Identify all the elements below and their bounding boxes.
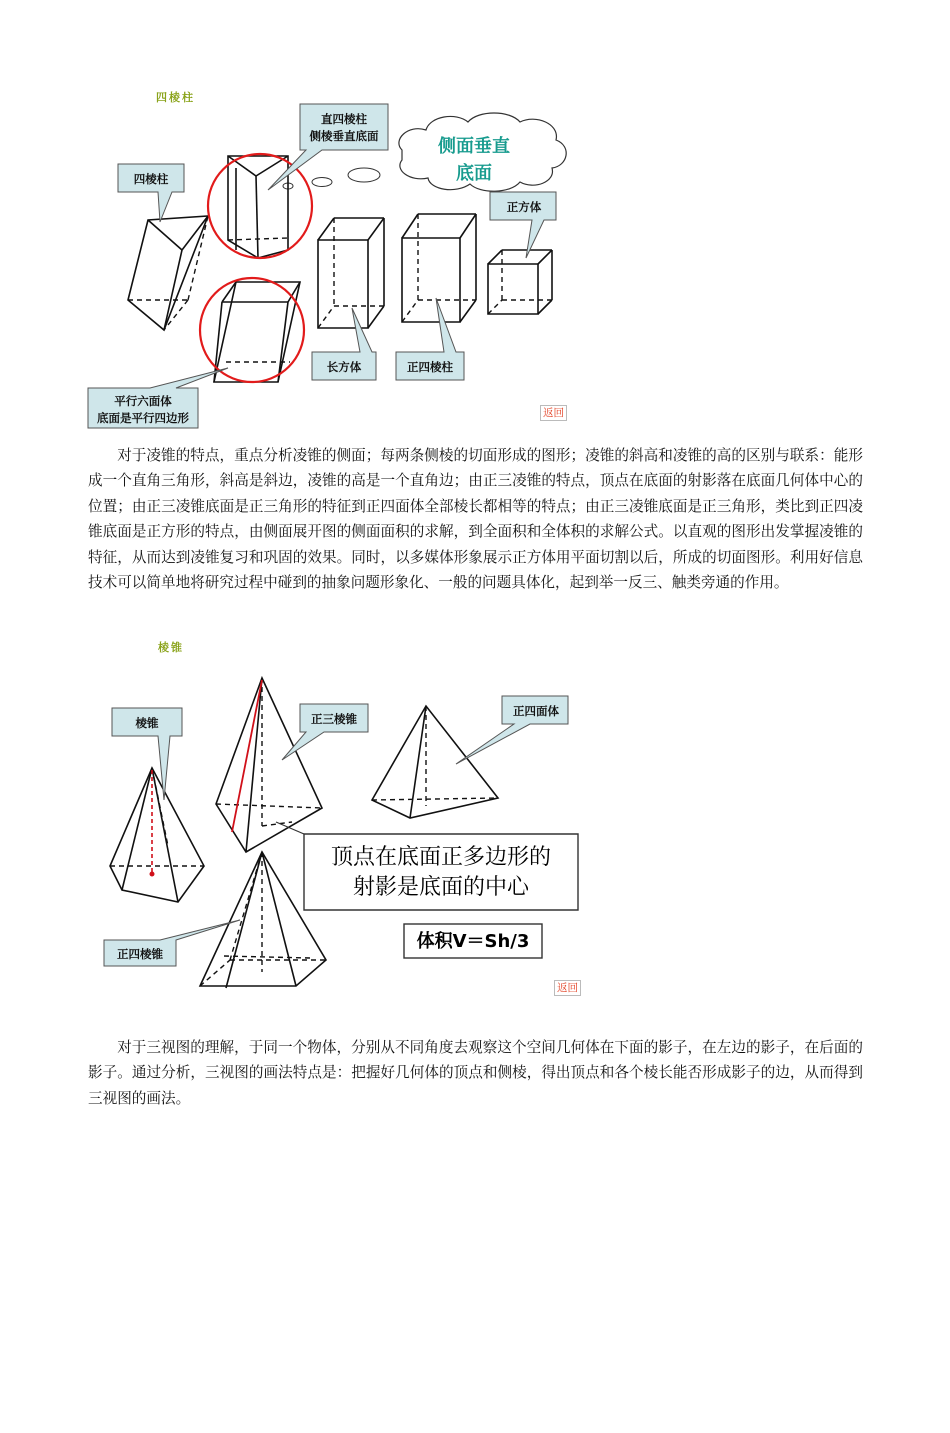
parallelepiped-shape xyxy=(200,278,304,382)
cloud-text-line1: 侧面垂直 xyxy=(438,136,510,157)
callout-prism xyxy=(118,164,184,222)
svg-text:长方体: 长方体 xyxy=(326,360,362,374)
svg-text:侧棱垂直底面: 侧棱垂直底面 xyxy=(309,129,379,143)
svg-text:正三棱锥: 正三棱锥 xyxy=(311,712,357,726)
callout-regular-prism xyxy=(396,298,464,380)
svg-text:底面是平行四边形: 底面是平行四边形 xyxy=(97,411,189,425)
paragraph-pyramid-analysis: 对于凌锥的特点，重点分析凌锥的侧面；每两条侧棱的切面形成的图形；凌锥的斜高和凌锥的高的区别与联系：能形成一个直角三角形，斜高是斜边，凌锥的高是一个直角边；由正三凌锥的特点，顶点在底面的射影落在底面几何体中心的位置；由正三凌锥底面是正三角形的特征到正四面体全部棱长都相等的特点；由正三凌锥底面是正三角形，类比到正四凌锥底面是正方形的特点，由侧面展开图的侧面面积的求解，到全面积和全体积的求解公式。以直观的图形出发掌握凌锥的特征，从而达到凌锥复习和巩固的效果。同时，以多媒体形象展示正方体用平面切割以后，所成的切面图形。利用好信息技术可以简单地将研究过程中碰到的抽象问题形象化、一般的问题具体化，起到举一反三、触类旁通的作用。 xyxy=(88,447,863,592)
cloud-text-line2: 底面 xyxy=(456,163,492,184)
paragraph-three-views: 对于三视图的理解，于同一个物体，分别从不同角度去观察这个空间几何体在下面的影子，在左边的影子，在后面的影子。通过分析，三视图的画法特点是：把握好几何体的顶点和侧棱，得出顶点和各个棱长能否形成影子的边，从而得到三视图的画法。 xyxy=(88,1039,863,1107)
cuboid-shape xyxy=(318,218,384,328)
volume-formula xyxy=(404,924,542,958)
tetrahedron-shape xyxy=(372,706,498,818)
svg-text:正方体: 正方体 xyxy=(506,200,542,214)
callout-parallelepiped xyxy=(88,368,228,428)
cube-shape xyxy=(488,250,552,314)
pyramid-shape xyxy=(110,768,204,902)
red-circle-top xyxy=(208,154,312,258)
svg-text:直四棱柱: 直四棱柱 xyxy=(321,112,367,126)
callout-cuboid xyxy=(312,308,376,380)
pyramid-diagram xyxy=(0,650,950,1000)
svg-text:正四面体: 正四面体 xyxy=(513,704,559,718)
right-prism-shape xyxy=(208,154,312,258)
red-circle-bottom xyxy=(200,278,304,382)
figure2-title: 棱锥 xyxy=(158,641,184,654)
svg-text:正四棱锥: 正四棱锥 xyxy=(117,947,163,961)
callout-tetrahedron xyxy=(456,696,568,764)
oblique-prism-shape xyxy=(128,216,208,330)
svg-text:四棱柱: 四棱柱 xyxy=(133,172,169,186)
svg-text:顶点在底面正多边形的: 顶点在底面正多边形的 xyxy=(330,845,552,870)
callout-regular-tri-pyramid xyxy=(282,704,368,760)
prism-diagram xyxy=(0,0,950,440)
svg-text:射影是底面的中心: 射影是底面的中心 xyxy=(352,875,530,900)
back-link-2[interactable]: 返回 xyxy=(554,980,581,996)
svg-text:平行六面体: 平行六面体 xyxy=(114,394,172,408)
svg-text:正四棱柱: 正四棱柱 xyxy=(407,360,453,374)
svg-text:棱锥: 棱锥 xyxy=(135,716,159,730)
callout-cube xyxy=(490,192,556,258)
svg-text:体积V＝Sh/3: 体积V＝Sh/3 xyxy=(416,931,530,952)
center-projection-note xyxy=(276,822,578,910)
back-link-1[interactable]: 返回 xyxy=(540,405,567,421)
figure1-title: 四棱柱 xyxy=(156,91,195,104)
